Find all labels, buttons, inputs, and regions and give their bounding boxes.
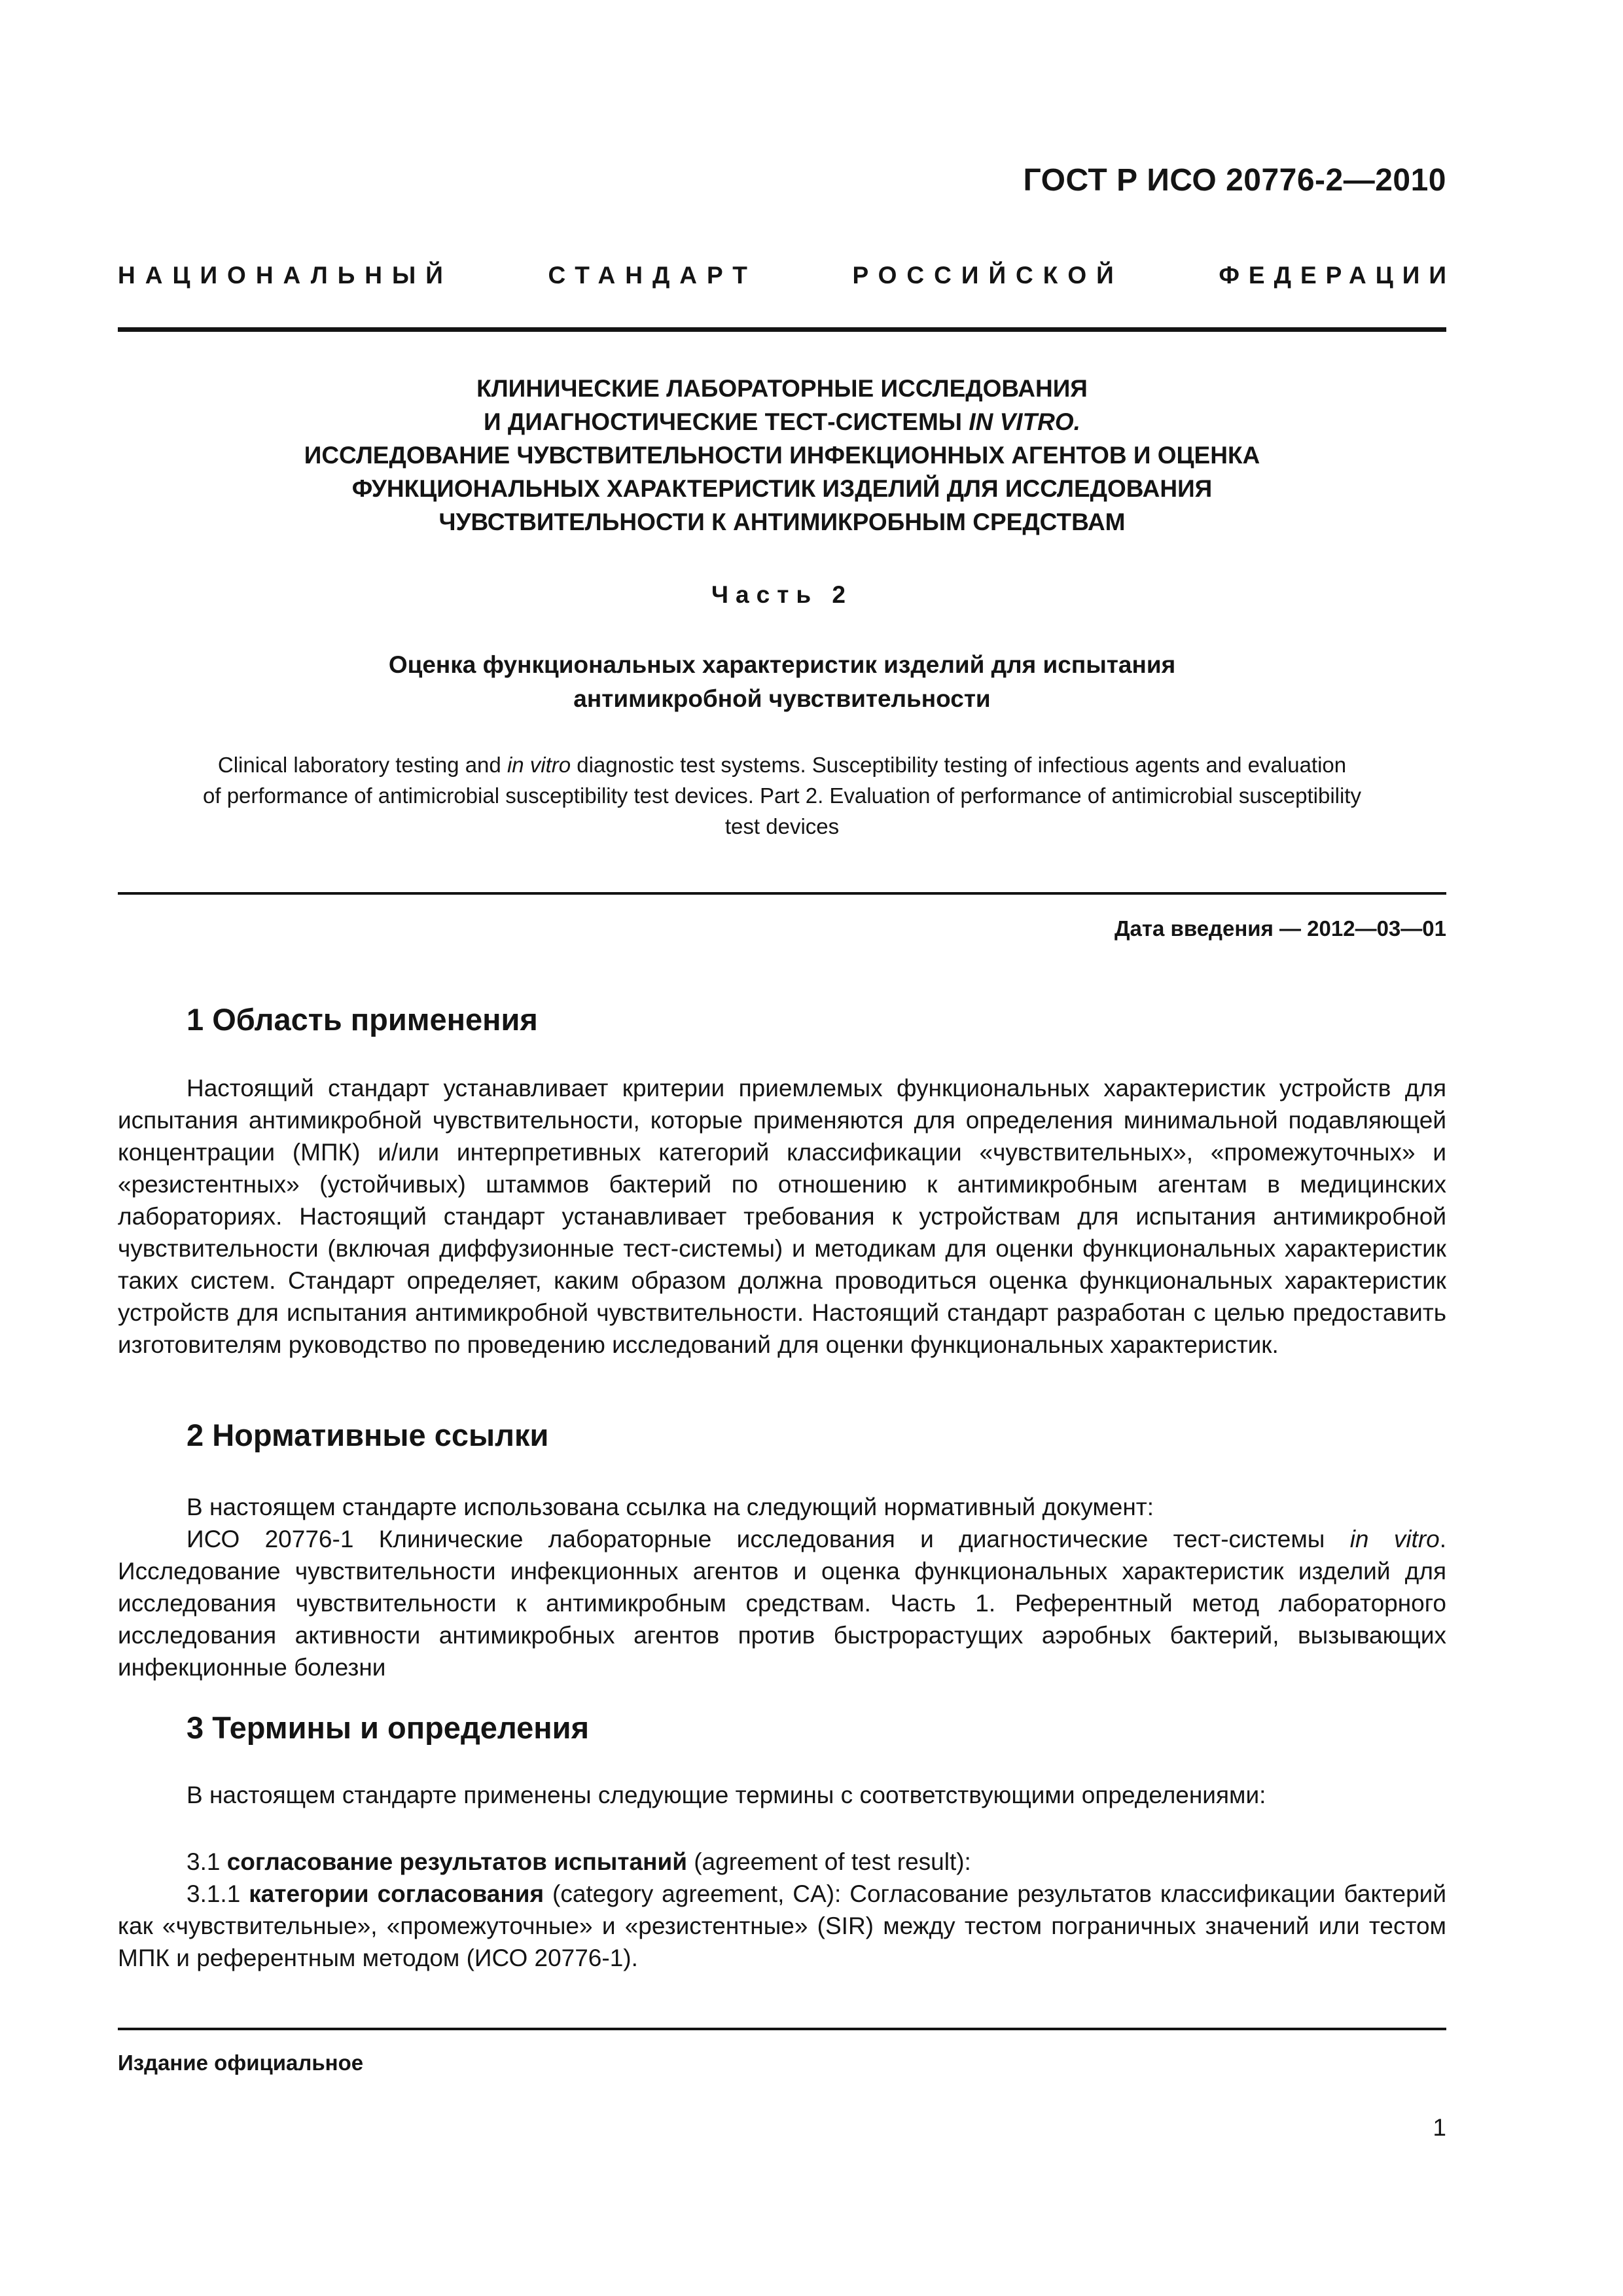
part-subtitle <box>118 648 1446 716</box>
footer-divider <box>118 2028 1446 2030</box>
reference-entry: ИСО 20776-1 Клинические лабораторные исследования и диагностические тест-системы in vitro. Исследование чувствительности инфекционных агентов и оценка функциональных характеристик изделий для исследования чувствительности к антимикробным средствам. Часть 1. Референтный метод лабораторного исследования активности антимикробных агентов против быстрорастущих аэробных бактерий, вызывающих инфекционные болезни <box>118 1526 1447 1681</box>
header-divider <box>118 327 1446 332</box>
banner-word: ФЕДЕРАЦИИ <box>1219 262 1455 289</box>
title-line: И ДИАГНОСТИЧЕСКИЕ ТЕСТ-СИСТЕМЫ IN VITRO. <box>484 408 1080 435</box>
part-label: Часть 2 <box>711 581 853 608</box>
english-title-line: test devices <box>724 814 840 838</box>
scope-paragraph: Настоящий стандарт устанавливает критерии приемлемых функциональных характеристик устройств для испытания антимикробной чувствительности, которые применяются для определения минимальной подавляющей концентрации (МПК) и/или интерпретивных категорий классификации «чувствительных», «промежуточных» и «резистентных» (устойчивых) штаммов бактерий по отношению к антимикробным агентам в медицинских лабораториях. Настоящий стандарт устанавливает требования к устройствам для испытания антимикробной чувствительности (включая диффузионные тест-системы) и методикам для оценки функциональных характеристик таких систем. Стандарт определяет, каким образом должна проводиться оценка функциональных характеристик устройств для испытания антимикробной чувствительности. Настоящий стандарт разработан с целью предоставить изготовителям руководство по проведению исследований для оценки функциональных характеристик. <box>118 1075 1446 1358</box>
document-title <box>118 372 1446 539</box>
banner-word: СТАНДАРТ <box>548 262 757 289</box>
subtitle-line: антимикробной чувствительности <box>573 685 991 712</box>
introduction-date: Дата введения — 2012—03—01 <box>1115 916 1446 941</box>
english-title-line: of performance of antimicrobial susceptibility test devices. Part 2. Evaluation of performance of antimicrobial susceptibility <box>203 783 1361 808</box>
title-line: ЧУВСТВИТЕЛЬНОСТИ К АНТИМИКРОБНЫМ СРЕДСТВАМ <box>438 509 1126 535</box>
banner-word: НАЦИОНАЛЬНЫЙ <box>118 262 453 289</box>
official-edition-label: Издание официальное <box>118 2051 364 2075</box>
title-divider <box>118 892 1446 895</box>
english-title <box>118 749 1446 842</box>
banner-word: РОССИЙСКОЙ <box>852 262 1124 289</box>
english-title-line: Clinical laboratory testing and in vitro diagnostic test systems. Susceptibility testing of infectious agents and evaluation <box>217 753 1347 777</box>
section-heading-terms: 3 Термины и определения <box>187 1710 589 1745</box>
term-entry: 3.1 согласование результатов испытаний (agreement of test result): <box>187 1848 971 1875</box>
title-line: ИССЛЕДОВАНИЕ ЧУВСТВИТЕЛЬНОСТИ ИНФЕКЦИОННЫХ АГЕНТОВ И ОЦЕНКА <box>304 442 1260 469</box>
term-entry: 3.1.1 категории согласования (category agreement, CA): Согласование результатов классификации бактерий как «чувствительные», «промежуточные» и «резистентные» (SIR) между тестом пограничных значений или тестом МПК и референтным методом (ИСО 20776-1). <box>118 1880 1447 1971</box>
national-standard-banner <box>118 262 1455 289</box>
title-line: КЛИНИЧЕСКИЕ ЛАБОРАТОРНЫЕ ИССЛЕДОВАНИЯ <box>476 375 1088 402</box>
terms-intro: В настоящем стандарте применены следующие термины с соответствующими определениями: <box>187 1782 1266 1808</box>
page-number: 1 <box>1433 2114 1446 2141</box>
section-heading-references: 2 Нормативные ссылки <box>187 1418 549 1452</box>
document-number: ГОСТ Р ИСО 20776-2—2010 <box>1023 163 1446 198</box>
title-line: ФУНКЦИОНАЛЬНЫХ ХАРАКТЕРИСТИК ИЗДЕЛИЙ ДЛЯ ИССЛЕДОВАНИЯ <box>351 475 1213 502</box>
subtitle-line: Оценка функциональных характеристик изделий для испытания <box>388 651 1176 678</box>
references-intro: В настоящем стандарте использована ссылка на следующий нормативный документ: <box>187 1494 1154 1520</box>
section-heading-scope: 1 Область применения <box>187 1002 538 1037</box>
